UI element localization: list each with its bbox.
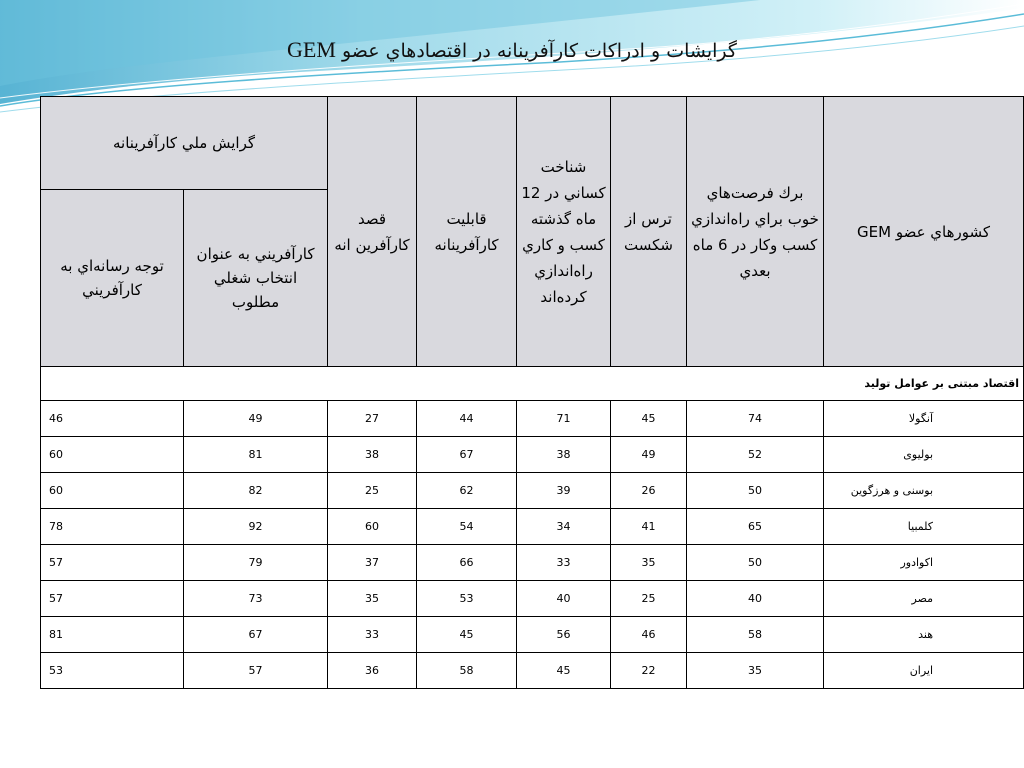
know-entrepreneur-cell: 45	[517, 653, 611, 689]
slide-title	[0, 37, 1024, 63]
intention-cell: 27	[328, 401, 417, 437]
country-cell: هند	[824, 617, 1024, 653]
table-row	[41, 581, 1024, 617]
know-entrepreneur-cell: 33	[517, 545, 611, 581]
table-row	[41, 545, 1024, 581]
intention-cell: 37	[328, 545, 417, 581]
capability-cell: 44	[417, 401, 517, 437]
career-choice-cell: 92	[184, 509, 328, 545]
career-choice-cell: 79	[184, 545, 328, 581]
intention-cell: 36	[328, 653, 417, 689]
capability-cell: 66	[417, 545, 517, 581]
header-capability: قابليت كارآفرينانه	[417, 97, 517, 367]
header-country: کشورهاي عضو GEM	[824, 97, 1024, 367]
fear-of-failure-cell: 26	[611, 473, 687, 509]
media-attention-cell: 57	[41, 545, 184, 581]
media-attention-cell: 53	[41, 653, 184, 689]
capability-cell: 53	[417, 581, 517, 617]
fear-of-failure-cell: 35	[611, 545, 687, 581]
header-intention: قصد كارآفرين انه	[328, 97, 417, 367]
opportunities-cell: 50	[687, 545, 824, 581]
section-row	[41, 367, 1024, 401]
career-choice-cell: 81	[184, 437, 328, 473]
opportunities-cell: 52	[687, 437, 824, 473]
slide-title-text: گرايشات و ادراکات کارآفرينانه در اقتصادهاي عضو	[335, 40, 737, 62]
know-entrepreneur-cell: 71	[517, 401, 611, 437]
career-choice-cell: 82	[184, 473, 328, 509]
table-row	[41, 653, 1024, 689]
country-cell: ایران	[824, 653, 1024, 689]
header-opportunities: برك فرصت‌هاي خوب براي راه‌اندازي كسب وكار در 6 ماه بعدي	[687, 97, 824, 367]
opportunities-cell: 50	[687, 473, 824, 509]
fear-of-failure-cell: 22	[611, 653, 687, 689]
opportunities-cell: 65	[687, 509, 824, 545]
know-entrepreneur-cell: 39	[517, 473, 611, 509]
fear-of-failure-cell: 45	[611, 401, 687, 437]
header-media-attention: توجه رسانه‌اي به كارآفريني	[41, 190, 184, 367]
country-cell: کلمبیا	[824, 509, 1024, 545]
opportunities-cell: 58	[687, 617, 824, 653]
intention-cell: 38	[328, 437, 417, 473]
media-attention-cell: 60	[41, 473, 184, 509]
country-cell: آنگولا	[824, 401, 1024, 437]
header-know-entrepreneur: شناخت كساني در 12 ماه گذشته كسب و كاري راه‌اندازي كرده‌اند	[517, 97, 611, 367]
capability-cell: 58	[417, 653, 517, 689]
know-entrepreneur-cell: 34	[517, 509, 611, 545]
media-attention-cell: 46	[41, 401, 184, 437]
country-cell: مصر	[824, 581, 1024, 617]
capability-cell: 67	[417, 437, 517, 473]
table-body	[41, 401, 1024, 689]
know-entrepreneur-cell: 38	[517, 437, 611, 473]
fear-of-failure-cell: 49	[611, 437, 687, 473]
fear-of-failure-cell: 46	[611, 617, 687, 653]
table-row	[41, 437, 1024, 473]
media-attention-cell: 78	[41, 509, 184, 545]
table-row	[41, 509, 1024, 545]
career-choice-cell: 57	[184, 653, 328, 689]
career-choice-cell: 67	[184, 617, 328, 653]
capability-cell: 45	[417, 617, 517, 653]
header-national-attitude: گرايش ملي كارآفرينانه	[41, 97, 328, 190]
opportunities-cell: 35	[687, 653, 824, 689]
know-entrepreneur-cell: 40	[517, 581, 611, 617]
table-row	[41, 473, 1024, 509]
career-choice-cell: 49	[184, 401, 328, 437]
media-attention-cell: 57	[41, 581, 184, 617]
header-fear-of-failure: ترس از شكست	[611, 97, 687, 367]
header-career-choice: كارآفريني به عنوان انتخاب شغلي مطلوب	[184, 190, 328, 367]
media-attention-cell: 60	[41, 437, 184, 473]
opportunities-cell: 74	[687, 401, 824, 437]
opportunities-cell: 40	[687, 581, 824, 617]
slide-title-brand: GEM	[287, 37, 336, 62]
section-label: اقتصاد مبتنی بر عوامل تولید	[41, 367, 1024, 401]
country-cell: بوسنی و هرزگوین	[824, 473, 1024, 509]
fear-of-failure-cell: 41	[611, 509, 687, 545]
intention-cell: 33	[328, 617, 417, 653]
intention-cell: 35	[328, 581, 417, 617]
capability-cell: 54	[417, 509, 517, 545]
intention-cell: 60	[328, 509, 417, 545]
table-row	[41, 401, 1024, 437]
media-attention-cell: 81	[41, 617, 184, 653]
capability-cell: 62	[417, 473, 517, 509]
country-cell: اکوادور	[824, 545, 1024, 581]
know-entrepreneur-cell: 56	[517, 617, 611, 653]
country-cell: بولیوی	[824, 437, 1024, 473]
career-choice-cell: 73	[184, 581, 328, 617]
gem-attitudes-table	[40, 96, 1024, 689]
fear-of-failure-cell: 25	[611, 581, 687, 617]
intention-cell: 25	[328, 473, 417, 509]
table-row	[41, 617, 1024, 653]
